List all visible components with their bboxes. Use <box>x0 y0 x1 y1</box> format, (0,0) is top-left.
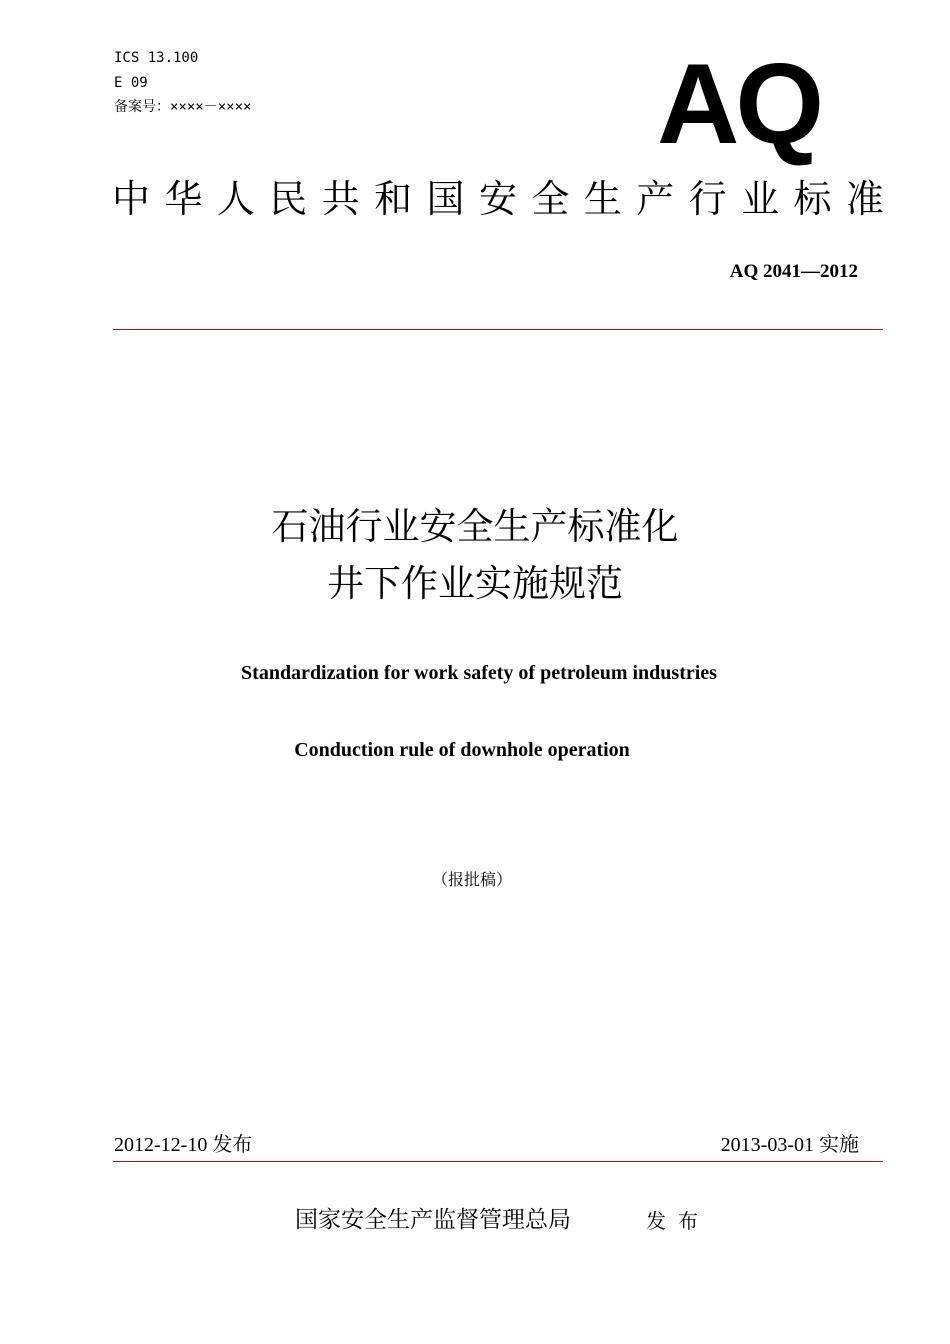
standard-type-char: 人 <box>216 177 255 221</box>
standard-type-char: 标 <box>793 177 832 221</box>
standard-type-char: 和 <box>374 177 413 221</box>
record-number: 备案号：××××－×××× <box>114 99 252 115</box>
aq-logo: AQ <box>657 41 820 168</box>
classification-code: E 09 <box>114 75 148 91</box>
standard-number: AQ 2041—2012 <box>729 261 858 282</box>
implementation-date: 2013-03-01 实施 <box>720 1134 859 1156</box>
draft-status: （报批稿） <box>431 870 512 889</box>
english-title-line-2: Conduction rule of downhole operation <box>294 739 630 761</box>
bottom-divider <box>113 1161 883 1162</box>
issue-date: 2012-12-10 发布 <box>114 1134 253 1156</box>
standard-type-heading <box>112 174 884 224</box>
standard-type-char: 准 <box>845 177 884 221</box>
standard-type-char: 国 <box>426 177 465 221</box>
chinese-title-line-1: 石油行业安全生产标准化 <box>271 505 679 548</box>
standard-type-char: 中 <box>112 177 151 221</box>
standard-type-char: 行 <box>688 177 727 221</box>
top-divider <box>113 329 883 330</box>
standard-type-char: 产 <box>636 177 675 221</box>
ics-code: ICS 13.100 <box>114 50 199 66</box>
publisher-name: 国家安全生产监督管理总局 <box>295 1207 571 1233</box>
standard-type-char: 安 <box>478 177 517 221</box>
standard-type-char: 全 <box>531 177 570 221</box>
english-title-line-1: Standardization for work safety of petroleum industries <box>241 662 717 684</box>
standard-type-char: 民 <box>269 177 308 221</box>
chinese-title-line-2: 井下作业实施规范 <box>327 562 623 605</box>
standard-type-char: 业 <box>741 177 780 221</box>
standard-type-char: 生 <box>583 177 622 221</box>
standard-type-char: 华 <box>164 177 203 221</box>
standard-type-char: 共 <box>321 177 360 221</box>
publish-label: 发布 <box>646 1209 710 1233</box>
